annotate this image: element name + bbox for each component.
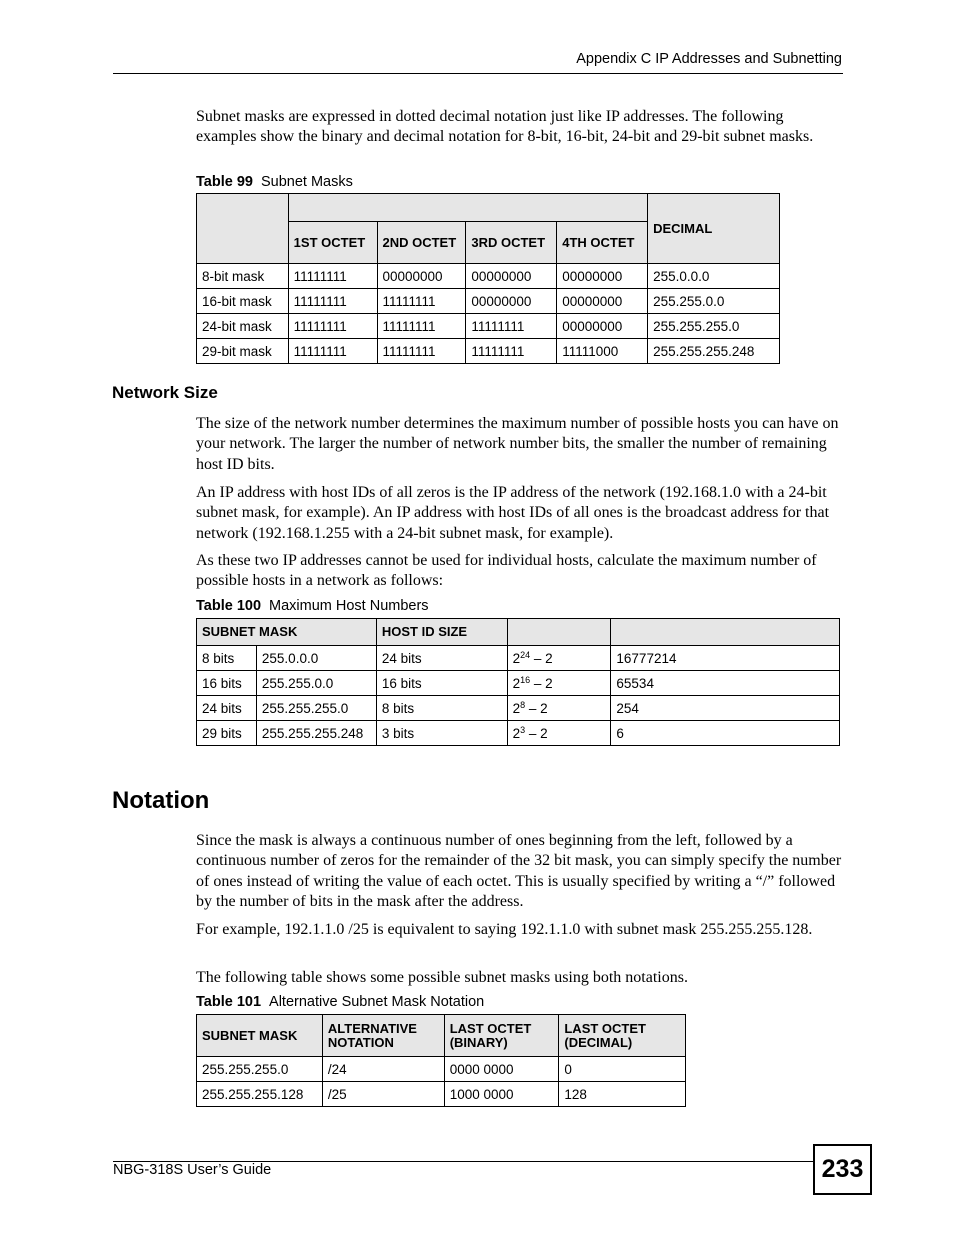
network-size-paragraph-2: An IP address with host IDs of all zeros is the IP address of the network (192.168.1.0 with a 24-bit subnet mask, for example). An IP address with host IDs of all ones is the broadcast address for that network (192.168.1.255 with a 24-bit subnet mask, for example). (196, 484, 830, 542)
formula-cell (507, 646, 611, 671)
table-cell: 65534 (611, 671, 840, 696)
table-cell: 16 bits (376, 671, 507, 696)
formula-exponent: 3 (520, 724, 526, 735)
table-row (197, 339, 780, 364)
caption-title: Subnet Masks (260, 174, 353, 190)
table-cell: 8 bits (197, 646, 257, 671)
formula-exponent: 8 (520, 699, 526, 710)
table-cell: 11111111 (288, 314, 377, 339)
formula-exponent: 24 (520, 649, 531, 660)
table-cell: 24 bits (197, 696, 257, 721)
formula-cell (507, 696, 611, 721)
table-row (197, 314, 780, 339)
table-cell: 128 (559, 1082, 686, 1107)
caption-title: Maximum Host Numbers (269, 598, 429, 614)
table-row (197, 264, 780, 289)
table-cell: 16777214 (611, 646, 840, 671)
subnet-masks-table (196, 193, 780, 364)
footer-guide-title: NBG-318S User’s Guide (113, 1162, 272, 1178)
table-cell: 11111111 (377, 314, 466, 339)
table-cell: /25 (322, 1082, 444, 1107)
alternative-notation-table (196, 1014, 686, 1107)
header-cell: ALTERNATIVE NOTATION (322, 1015, 444, 1057)
table-cell: 255.255.255.248 (648, 339, 780, 364)
header-rule (113, 73, 843, 74)
table-cell: 24-bit mask (197, 314, 289, 339)
table-cell: 00000000 (377, 264, 466, 289)
table-cell: 255.0.0.0 (256, 646, 376, 671)
table-cell: 00000000 (466, 289, 557, 314)
header-cell: HOST ID SIZE (376, 619, 507, 646)
table-cell: /24 (322, 1057, 444, 1082)
table-100-caption (196, 598, 429, 614)
table-cell: 11111111 (466, 339, 557, 364)
table-cell: 00000000 (466, 264, 557, 289)
table-cell: 255.255.0.0 (256, 671, 376, 696)
header-cell (197, 194, 289, 264)
table-row (197, 646, 840, 671)
formula-cell (507, 671, 611, 696)
notation-paragraph-3: The following table shows some possible subnet masks using both notations. (196, 969, 688, 986)
table-cell: 00000000 (557, 289, 648, 314)
formula-base: 2 (512, 700, 521, 716)
table-cell: 255.255.255.0 (197, 1057, 323, 1082)
table-cell: 255.255.255.0 (256, 696, 376, 721)
max-host-numbers-table (196, 618, 840, 746)
table-cell: 16 bits (197, 671, 257, 696)
formula-minus: – 2 (525, 725, 548, 741)
table-cell: 11111111 (288, 339, 377, 364)
table-99-caption (196, 174, 353, 190)
table-cell: 29-bit mask (197, 339, 289, 364)
table-cell: 11111111 (377, 289, 466, 314)
table-cell: 6 (611, 721, 840, 746)
table-cell: 29 bits (197, 721, 257, 746)
formula-minus: – 2 (530, 675, 553, 691)
header-cell: LAST OCTET (BINARY) (444, 1015, 559, 1057)
table-cell: 255.255.0.0 (648, 289, 780, 314)
header-cell: 1ST OCTET (288, 222, 377, 264)
notation-paragraph-2: For example, 192.1.1.0 /25 is equivalent to saying 192.1.1.0 with subnet mask 255.255.255.128. (196, 921, 813, 938)
table-cell: 8-bit mask (197, 264, 289, 289)
intro-paragraph: Subnet masks are expressed in dotted decimal notation just like IP addresses. The following examples show the binary and decimal notation for 8-bit, 16-bit, 24-bit and 29-bit subnet masks. (196, 108, 814, 146)
header-cell: 2ND OCTET (377, 222, 466, 264)
table-cell: 11111111 (377, 339, 466, 364)
table-cell: 0 (559, 1057, 686, 1082)
table-cell: 255.255.255.128 (197, 1082, 323, 1107)
table-cell: 11111111 (288, 264, 377, 289)
caption-number: Table 101 (196, 994, 262, 1010)
table-header-row (197, 194, 780, 222)
formula-minus: – 2 (525, 700, 548, 716)
table-cell: 11111111 (288, 289, 377, 314)
table-row (197, 671, 840, 696)
table-cell: 255.0.0.0 (648, 264, 780, 289)
table-cell: 16-bit mask (197, 289, 289, 314)
table-101-caption (196, 994, 484, 1010)
table-cell: 3 bits (376, 721, 507, 746)
formula-base: 2 (512, 675, 521, 691)
table-cell: 00000000 (557, 314, 648, 339)
table-cell: 11111111 (466, 314, 557, 339)
table-header-row (197, 1015, 686, 1057)
formula-base: 2 (512, 725, 521, 741)
table-row (197, 1057, 686, 1082)
notation-paragraph-1: Since the mask is always a continuous number of ones beginning from the left, followed by a continuous number of zeros for the remainder of the 32 bit mask, you can simply specify the number of ones instead of writing the value of each octet. This is usually specified by writing a “/” followed by the number of bits in the mask after the address. (196, 832, 842, 910)
table-row (197, 696, 840, 721)
table-cell: 255.255.255.0 (648, 314, 780, 339)
table-cell: 8 bits (376, 696, 507, 721)
section-heading-network-size: Network Size (112, 383, 218, 402)
header-cell: DECIMAL (648, 194, 780, 264)
table-row (197, 289, 780, 314)
header-cell (611, 619, 840, 646)
table-cell: 1000 0000 (444, 1082, 559, 1107)
table-cell: 11111000 (557, 339, 648, 364)
caption-number: Table 100 (196, 598, 262, 614)
running-header: Appendix C IP Addresses and Subnetting (576, 51, 842, 67)
table-cell: 255.255.255.248 (256, 721, 376, 746)
caption-title: Alternative Subnet Mask Notation (269, 994, 485, 1010)
formula-exponent: 16 (520, 674, 531, 685)
formula-minus: – 2 (530, 650, 553, 666)
formula-cell (507, 721, 611, 746)
formula-base: 2 (512, 650, 521, 666)
table-cell: 0000 0000 (444, 1057, 559, 1082)
section-heading-notation: Notation (112, 787, 210, 814)
table-header-row (197, 619, 840, 646)
header-cell: 4TH OCTET (557, 222, 648, 264)
table-cell: 00000000 (557, 264, 648, 289)
caption-number: Table 99 (196, 174, 253, 190)
table-row (197, 1082, 686, 1107)
header-cell: SUBNET MASK (197, 1015, 323, 1057)
table-row (197, 721, 840, 746)
header-cell: LAST OCTET (DECIMAL) (559, 1015, 686, 1057)
network-size-paragraph-3: As these two IP addresses cannot be used for individual hosts, calculate the maximum number of possible hosts in a network as follows: (196, 552, 817, 590)
table-cell: 254 (611, 696, 840, 721)
page-number: 233 (813, 1144, 872, 1195)
table-cell: 24 bits (376, 646, 507, 671)
header-cell (288, 194, 647, 222)
header-cell: 3RD OCTET (466, 222, 557, 264)
header-cell (507, 619, 611, 646)
header-cell: SUBNET MASK (197, 619, 377, 646)
network-size-paragraph-1: The size of the network number determines the maximum number of possible hosts you can have on your network. The larger the number of network number bits, the smaller the number of remaining host ID bits. (196, 415, 839, 473)
